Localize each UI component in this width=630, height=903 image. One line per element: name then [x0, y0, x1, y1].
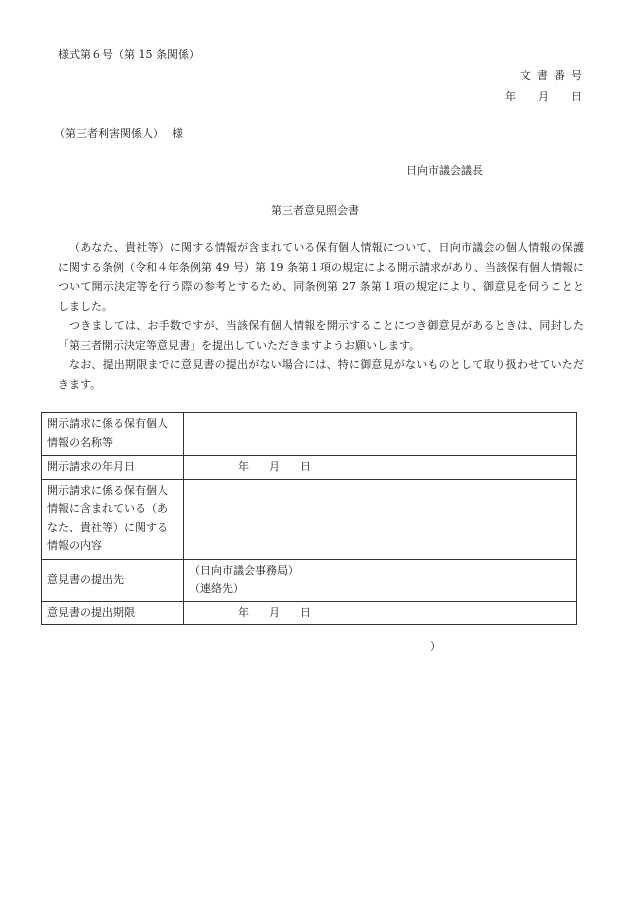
table-label-info-name: 開示請求に係る保有個人情報の名称等: [42, 413, 184, 456]
sender: 日向市議会議長: [406, 164, 483, 177]
table-value-info-name: [184, 413, 577, 456]
issue-date: [505, 89, 582, 106]
deadline-day: 日: [300, 605, 311, 619]
issue-date-year: 年: [505, 90, 516, 103]
issue-date-day: 日: [571, 90, 582, 103]
deadline-month: 月: [269, 605, 280, 619]
recipient: [54, 126, 183, 143]
info-table: [41, 412, 577, 625]
table-value-submission-address: [184, 559, 577, 601]
closing-parenthesis: ）: [430, 640, 441, 653]
recipient-honorific: 様: [172, 127, 183, 140]
request-date-day: 日: [300, 460, 311, 473]
form-number: 様式第６号（第 15 条関係）: [58, 48, 200, 61]
body-paragraph: （あなた、貴社等）に関する情報が含まれている保有個人情報について、日向市議会の個人情報の保護に関する条例（令和４年条例第 49 号）第 19 条第１項の規定による開示請求があり、当該保有個人情報について開示決定等を行う際の参考とするため、同条例第 27 条第１項の規定により、御意見を伺うこととしました。: [58, 241, 584, 313]
table-row: [42, 559, 577, 601]
recipient-name: （第三者利害関係人）: [54, 127, 164, 140]
table-row: [42, 601, 577, 625]
table-label-submission-address: 意見書の提出先: [42, 559, 184, 601]
body-paragraph: なお、提出期限までに意見書の提出がない場合には、特に御意見がないものとして取り扱わせていただきます。: [58, 358, 584, 391]
request-date-year: 年: [238, 460, 249, 473]
request-date-month: 月: [269, 460, 280, 473]
table-value-deadline: [184, 601, 577, 625]
table-row: [42, 413, 577, 456]
body-text: [58, 238, 584, 394]
table-label-info-content: 開示請求に係る保有個人情報に含まれている（あなた、貴社等）に関する情報の内容: [42, 479, 184, 559]
table-row: [42, 479, 577, 559]
deadline-year: 年: [238, 605, 249, 619]
table-value-info-content: [184, 479, 577, 559]
issue-date-month: 月: [538, 90, 549, 103]
table-label-request-date: 開示請求の年月日: [42, 456, 184, 480]
submission-office: （日向市議会事務局）: [189, 563, 299, 577]
document-number-label: 文書番号: [519, 69, 589, 82]
table-row: [42, 456, 577, 480]
table-value-request-date: [184, 456, 577, 480]
body-paragraph: つきましては、お手数ですが、当該保有個人情報を開示することにつき御意見があるときは、同封した「第三者開示決定等意見書」を提出していただきますようお願いします。: [58, 319, 584, 352]
document-title: 第三者意見照会書: [271, 204, 359, 217]
submission-contact: （連絡先）: [189, 582, 244, 595]
table-label-deadline: 意見書の提出期限: [42, 601, 184, 625]
